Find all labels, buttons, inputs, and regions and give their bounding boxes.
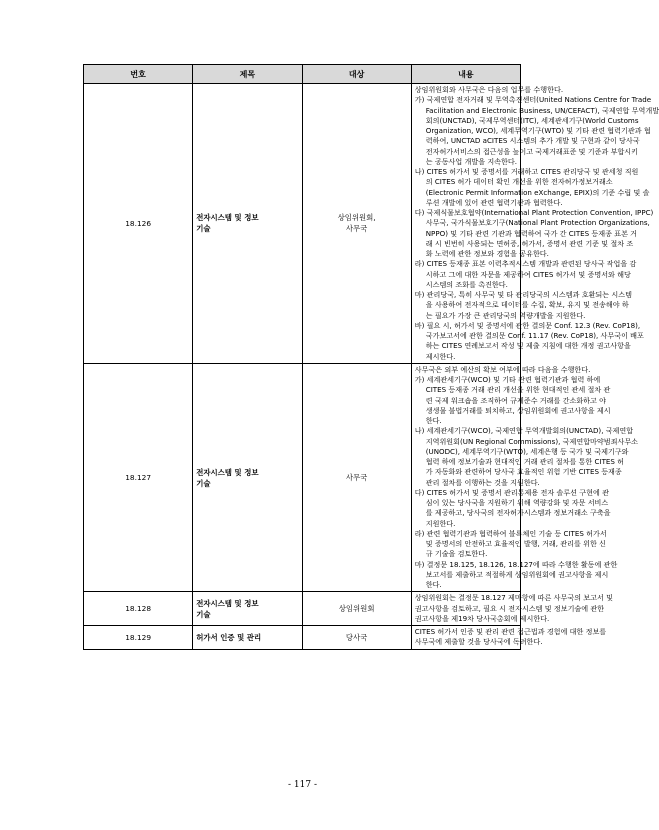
decision-target: [302, 84, 411, 364]
content-line: 국가보고서에 관한 결의문 Conf. 11.17 (Rev. CoP18), 사무국이 배포: [425, 331, 644, 340]
content-line: 협력 하에 정보기술과 현대적인 거래 관리 절차를 통한 CITES 허: [425, 457, 625, 466]
content-line: 상임위원회는 결정문 18.127 제마항에 따른 사무국의 보고서 및: [414, 593, 613, 603]
content-line: 지역위원회(UN Regional Commissions), 국제연합마약범죄사무소: [425, 436, 639, 446]
content-line: (Electronic Permit Information eXchange, EPIX)의 기준 수립 및 솔: [425, 187, 650, 197]
content-line: 다) 국제식물보호협약(International Plant Protection Convention, IPPC): [414, 208, 654, 217]
content-line: 회의(UNCTAD), 국제무역센터(ITC), 세계관세기구(World Customs: [425, 115, 639, 125]
content-line: 가) 세계관세기구(WCO) 및 기타 관련 협력기관과 협력 하에: [414, 375, 601, 384]
decision-content: [411, 626, 607, 650]
content-line: CITES 허가서 인증 및 관리 관련 접근법과 경험에 대한 정보를: [414, 627, 607, 636]
content-line: NPPO) 및 기타 관련 기관과 협력하여 국가 간 CITES 등재종 표본 거: [425, 228, 638, 238]
content-line: 가 자동화와 관련하여 당사국 효율적인 위험 기반 CITES 등재종: [425, 467, 622, 477]
title-line: 기술: [196, 609, 211, 619]
title-line: 전자시스템 및 정보: [196, 467, 259, 477]
decision-number: 18.127: [84, 363, 193, 592]
table-row: [84, 363, 521, 592]
table-row: [84, 592, 521, 626]
header-title: 제목: [193, 65, 302, 84]
target-line: 사무국: [345, 224, 368, 234]
content-line: Facilitation and Electronic Business, UN/CEFACT), 국제연합 무역개발: [425, 105, 659, 115]
content-line: 지원한다.: [425, 518, 456, 528]
header-target: 대상: [302, 65, 411, 84]
content-line: 하는 CITES 연례보고서 작성 및 제출 지침에 대한 개정 권고사항을: [425, 341, 631, 351]
table-body: [84, 84, 659, 650]
table-header-row: [84, 65, 521, 84]
content-line: 시하고 그에 대한 자문을 제공하여 CITES 허가서 및 증명서와 해당: [425, 269, 631, 279]
content-line: 력하여, UNCTAD aCITES 시스템의 추가 개발 및 구현과 같이 당사국: [425, 136, 640, 146]
target-line: 상임위원회: [338, 604, 375, 614]
decision-number: 18.128: [84, 592, 193, 626]
content-line: CITES 등재종 거래 관리 개선을 위한 현대적인 관세 절차 관: [425, 385, 611, 395]
content-line: 는 필요가 가장 큰 관리당국의 역량개발을 지원한다.: [425, 310, 586, 320]
content-line: 나) CITES 허가서 및 증명서를 거래하고 CITES 관리당국 및 관세청 직원: [414, 167, 639, 176]
content-line: 는 공동사업 개발을 지속한다.: [425, 156, 517, 166]
content-line: 사무국에 제출할 것을 당사국에 독려한다.: [414, 637, 543, 647]
page-number: - 117 -: [288, 780, 317, 790]
decision-target: [302, 363, 411, 592]
content-line: 화 노력에 관한 정보와 경험을 공유한다.: [425, 249, 549, 258]
table-row: [84, 84, 521, 364]
content-line: 시스템의 조화를 촉진한다.: [425, 279, 508, 289]
table-row: [84, 626, 521, 650]
content-line: 권고사항을 검토하고, 필요 시 전자시스템 및 정보기술에 관한: [414, 603, 605, 613]
decision-number: 18.126: [84, 84, 193, 364]
target-line: 당사국: [345, 632, 368, 642]
content-line: 을 사용하여 전자적으로 데이터를 수집, 확보, 유지 및 전송해야 하: [425, 300, 629, 310]
title-line: 전자시스템 및 정보: [196, 213, 259, 223]
content-line: 권고사항을 제19차 당사국총회에 제시한다.: [414, 613, 550, 623]
content-line: 라) 관련 협력기관과 협력하여 블록체인 기술 등 CITES 허가서: [414, 528, 607, 538]
decision-title: [193, 592, 302, 626]
title-line: 기술: [196, 224, 211, 234]
content-line: 사무국, 국가식물보호기구(National Plant Protection Organizations,: [425, 218, 650, 228]
decision-content: [411, 84, 659, 364]
content-line: 다) CITES 허가서 및 증명서 관리통제용 전자 솔루션 구현에 관: [414, 487, 609, 497]
header-number: 번호: [84, 65, 193, 84]
content-line: 마) 결정문 18.125, 18.126, 18.127에 따라 수행한 활동에 관한: [414, 559, 618, 569]
content-line: 래 시 빈번히 사용되는 면허증, 허가서, 증명서 관련 기준 및 절차 조: [425, 238, 634, 248]
content-line: 바) 필요 시, 허가서 및 증명서에 관한 결의문 Conf. 12.3 (Rev. CoP18),: [414, 320, 641, 330]
decision-content: [411, 363, 639, 592]
content-line: 보고서를 제출하고 적절하게 상임위원회에 권고사항을 제시: [425, 569, 609, 579]
content-line: 관리 절차를 이행하는 것을 지원한다.: [425, 477, 540, 487]
header-content: 내용: [411, 65, 520, 84]
content-line: (UNODC), 세계무역기구(WTO), 세계은행 등 국가 및 국제기구와: [425, 446, 629, 456]
content-line: 규 기술을 검토한다.: [425, 549, 488, 559]
content-line: 생생물 불법거래를 퇴치하고, 상임위원회에 권고사항을 제시: [425, 405, 611, 415]
content-line: 를 제공하고, 당사국의 전자허가시스템과 정보거래소 구축을: [425, 508, 611, 518]
content-line: 나) 세계관세기구(WCO), 국제연합 무역개발회의(UNCTAD), 국제연합: [414, 426, 634, 436]
content-line: 제시한다.: [425, 351, 456, 361]
title-line: 전자시스템 및 정보: [196, 598, 259, 608]
content-line: 한다.: [425, 416, 442, 425]
content-line: 및 증명서의 안전하고 효율적인 발행, 거래, 관리를 위한 신: [425, 539, 606, 548]
content-line: 의 CITES 허가 데이터 확인 개선을 위한 전자허가정보거래소: [425, 177, 613, 187]
content-line: 사무국은 외부 예산의 확보 여부에 따라 다음을 수행한다.: [414, 364, 591, 374]
content-line: 루션 개발에 있어 관련 협력기관과 협력한다.: [425, 197, 563, 207]
decision-title: [193, 626, 302, 650]
decision-title: [193, 363, 302, 592]
decision-target: [302, 592, 411, 626]
decision-number: 18.129: [84, 626, 193, 650]
content-line: Organization, WCO), 세계무역기구(WTO) 및 기타 관련 협력기관과 협: [425, 126, 651, 135]
title-line: 허가서 인증 및 관리: [196, 632, 262, 642]
target-line: 사무국: [345, 473, 368, 482]
content-line: 상임위원회와 사무국은 다음의 업무를 수행한다.: [414, 85, 564, 94]
decision-target: [302, 626, 411, 650]
content-line: 마) 관리당국, 특히 사무국 및 타 관리당국의 시스템과 호환되는 시스템: [414, 290, 632, 299]
title-line: 기술: [196, 478, 211, 488]
content-line: 련 국제 워크숍을 조직하여 규제준수 거래를 간소화하고 야: [425, 395, 606, 405]
content-line: 전자허가서비스의 접근성을 높이고 국제거래표준 및 기준과 부합시키: [425, 146, 639, 156]
decisions-table: [83, 64, 659, 650]
content-line: 한다.: [425, 580, 442, 589]
decision-title: [193, 84, 302, 364]
decision-content: [411, 592, 613, 626]
content-line: 라) CITES 등재종 표본 이력추적시스템 개발과 관련된 당사국 작업을 감: [414, 259, 637, 269]
content-line: 가) 국제연합 전자거래 및 무역촉진센터(United Nations Centre for Trade: [414, 95, 652, 105]
content-line: 심이 있는 당사국을 지원하기 위해 역량강화 및 자문 서비스: [425, 498, 609, 507]
target-line: 상임위원회,: [337, 213, 376, 223]
